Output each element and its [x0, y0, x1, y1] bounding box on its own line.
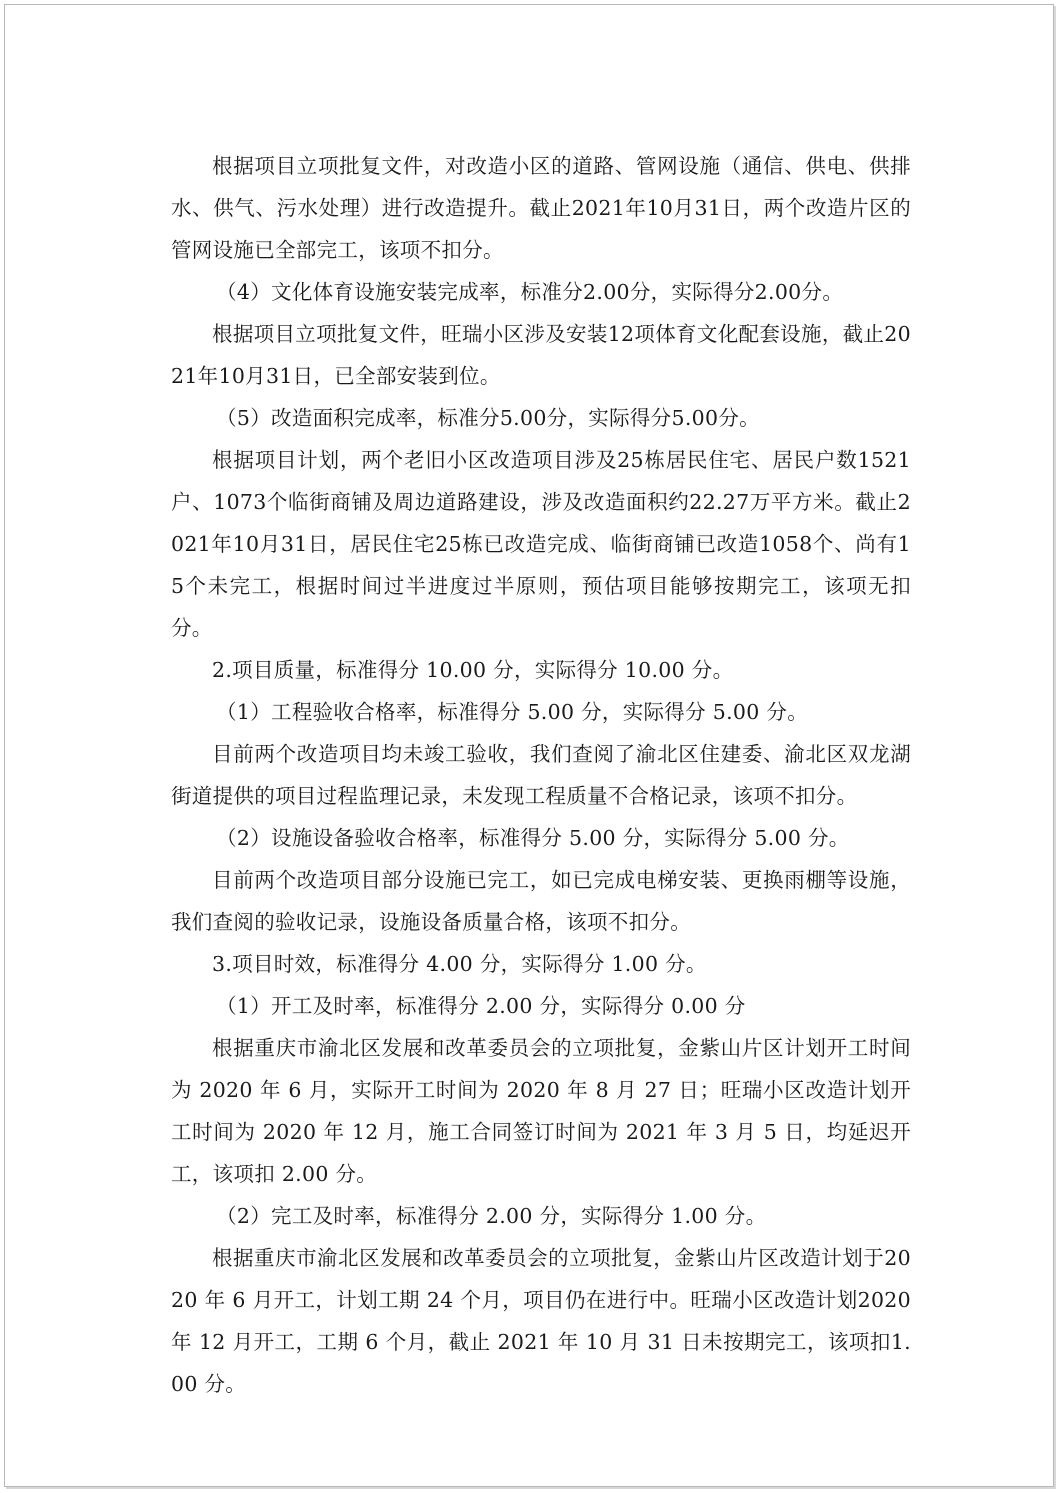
item-start-timeliness: （1）开工及时率，标准得分 2.00 分，实际得分 0.00 分 — [216, 994, 746, 1018]
paragraph-engineering-acceptance-detail: 目前两个改造项目均未竣工验收，我们查阅了渝北区住建委、渝北区双龙湖街道提供的项目过程监理记录，未发现工程质量不合格记录，该项不扣分。 — [171, 742, 911, 808]
item-engineering-acceptance: （1）工程验收合格率，标准得分 5.00 分，实际得分 5.00 分。 — [216, 700, 808, 724]
paragraph-renovation-area-detail: 根据项目计划，两个老旧小区改造项目涉及25栋居民住宅、居民户数1521户、1073个临街商铺及周边道路建设，涉及改造面积约22.27万平方米。截止2021年10月31日，居民住宅25栋已改造完成、临街商铺已改造1058个、尚有15个未完工，根据时间过半进度过半原则，预估项目能够按期完工，该项无扣分。 — [171, 448, 911, 640]
document-body — [171, 145, 911, 1405]
paragraph-road-pipe-network: 根据项目立项批复文件，对改造小区的道路、管网设施（通信、供电、供排水、供气、污水处理）进行改造提升。截止2021年10月31日，两个改造片区的管网设施已全部完工，该项不扣分。 — [171, 154, 911, 262]
paragraph-start-timeliness-detail: 根据重庆市渝北区发展和改革委员会的立项批复，金紫山片区计划开工时间为 2020 年 6 月，实际开工时间为 2020 年 8 月 27 日；旺瑞小区改造计划开工时间为 2020 年 12 月，施工合同签订时间为 2021 年 3 月 5 日，均延迟开工，该项扣 2.00 分。 — [171, 1036, 911, 1186]
item-culture-sports-facilities: （4）文化体育设施安装完成率，标准分2.00分，实际得分2.00分。 — [216, 280, 844, 304]
paragraph-equipment-acceptance-detail: 目前两个改造项目部分设施已完工，如已完成电梯安装、更换雨棚等设施，我们查阅的验收记录，设施设备质量合格，该项不扣分。 — [171, 868, 911, 934]
document-page — [4, 4, 1054, 1487]
item-completion-timeliness: （2）完工及时率，标准得分 2.00 分，实际得分 1.00 分。 — [216, 1204, 767, 1228]
item-equipment-acceptance: （2）设施设备验收合格率，标准得分 5.00 分，实际得分 5.00 分。 — [216, 826, 850, 850]
section-project-quality: 2.项目质量，标准得分 10.00 分，实际得分 10.00 分。 — [212, 658, 734, 682]
section-project-timeliness: 3.项目时效，标准得分 4.00 分，实际得分 1.00 分。 — [212, 952, 707, 976]
item-renovation-area: （5）改造面积完成率，标准分5.00分，实际得分5.00分。 — [216, 406, 760, 430]
paragraph-sports-facilities-detail: 根据项目立项批复文件，旺瑞小区涉及安装12项体育文化配套设施，截止2021年10月31日，已全部安装到位。 — [171, 322, 911, 388]
paragraph-completion-timeliness-detail: 根据重庆市渝北区发展和改革委员会的立项批复，金紫山片区改造计划于2020 年 6 月开工，计划工期 24 个月，项目仍在进行中。旺瑞小区改造计划2020 年 12 月开工，工期 6 个月，截止 2021 年 10 月 31 日未按期完工，该项扣1.00 分。 — [171, 1246, 911, 1396]
